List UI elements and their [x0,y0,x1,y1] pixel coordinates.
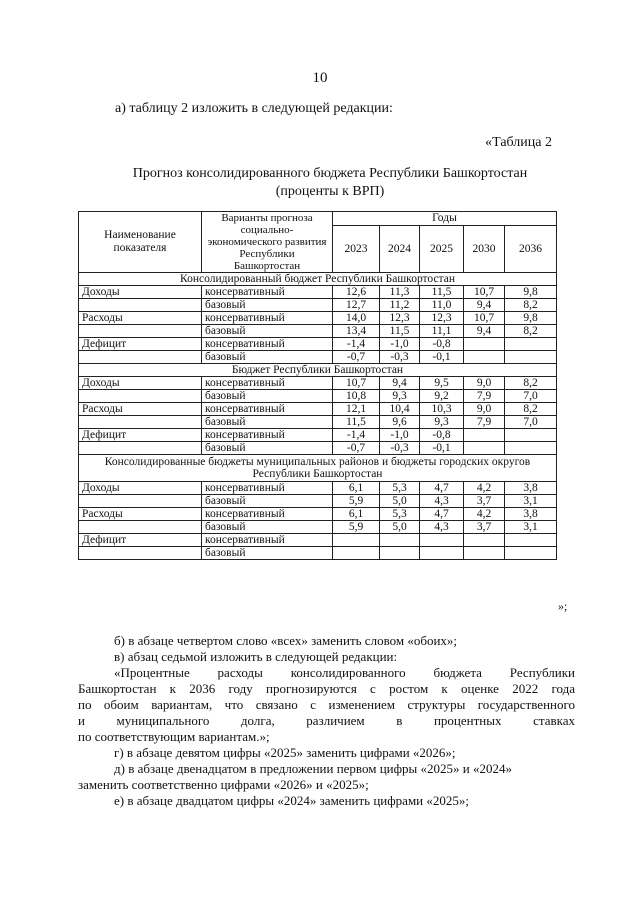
value-cell: 3,7 [464,521,505,534]
value-cell: 11,1 [420,325,464,338]
variant-name: базовый [202,416,333,429]
table-row [79,325,557,338]
value-cell: 7,0 [505,390,557,403]
variant-name: базовый [202,547,333,560]
table-row [79,547,557,560]
table-row [79,508,557,521]
indicator-name: Дефицит [79,534,202,547]
table-row [79,495,557,508]
table-row [79,416,557,429]
section-title: Консолидированные бюджеты муниципальных районов и бюджеты городских округов Республики Башкортостан [79,455,557,482]
value-cell: 13,4 [333,325,380,338]
variant-name: базовый [202,390,333,403]
value-cell: 7,9 [464,416,505,429]
table-title-line1: Прогноз консолидированного бюджета Республики Башкортостан [132,166,528,181]
value-cell [420,547,464,560]
value-cell [464,534,505,547]
value-cell: -0,3 [380,442,420,455]
value-cell: 10,4 [380,403,420,416]
intro-line: а) таблицу 2 изложить в следующей редакции: [115,101,393,116]
value-cell: 10,7 [333,377,380,390]
value-cell: 4,7 [420,508,464,521]
value-cell: 3,1 [505,495,557,508]
table-title [60,165,600,201]
value-cell: 8,2 [505,299,557,312]
variant-name: базовый [202,351,333,364]
value-cell: 12,7 [333,299,380,312]
table-row [79,312,557,325]
value-cell: 10,7 [464,312,505,325]
indicator-name: Расходы [79,403,202,416]
value-cell: -0,1 [420,351,464,364]
value-cell: 5,9 [333,495,380,508]
quote-line: и муниципального долга, различием в процентных ставках [78,713,575,728]
value-cell: 10,8 [333,390,380,403]
value-cell: 7,0 [505,416,557,429]
value-cell: 9,3 [380,390,420,403]
value-cell: 9,5 [420,377,464,390]
value-cell: 8,2 [505,377,557,390]
indicator-name: Расходы [79,312,202,325]
table-row [79,338,557,351]
table-row [79,390,557,403]
value-cell [505,351,557,364]
value-cell: 10,7 [464,286,505,299]
value-cell [464,547,505,560]
value-cell: 5,9 [333,521,380,534]
value-cell: 11,3 [380,286,420,299]
value-cell: 9,4 [464,299,505,312]
quote-line: «Процентные расходы консолидированного бюджета Республики [114,665,575,680]
value-cell: 12,1 [333,403,380,416]
value-cell: 3,1 [505,521,557,534]
year-header: 2036 [505,225,557,272]
variant-name: консервативный [202,482,333,495]
value-cell: 3,8 [505,508,557,521]
table-row [79,299,557,312]
value-cell [505,429,557,442]
value-cell: 5,3 [380,508,420,521]
value-cell: 9,4 [380,377,420,390]
value-cell: -0,1 [420,442,464,455]
value-cell: 6,1 [333,482,380,495]
paragraph-d-cont: заменить соответственно цифрами «2026» и «2025»; [78,777,369,792]
indicator-name [79,442,202,455]
indicator-name [79,495,202,508]
value-cell: 4,7 [420,482,464,495]
value-cell [505,442,557,455]
variant-name: базовый [202,495,333,508]
value-cell [380,534,420,547]
value-cell: 3,8 [505,482,557,495]
table-row [79,534,557,547]
quote-line: по соответствующим вариантам.»; [78,729,270,744]
year-header: 2025 [420,225,464,272]
value-cell: 11,5 [380,325,420,338]
section-title: Бюджет Республики Башкортостан [79,364,557,377]
value-cell: -1,4 [333,429,380,442]
quote-line: по обоим вариантам, что связано с изменением структуры государственного [78,697,575,712]
value-cell [505,534,557,547]
value-cell [464,429,505,442]
closing-mark: »; [558,599,568,613]
indicator-name: Доходы [79,286,202,299]
value-cell: 8,2 [505,325,557,338]
value-cell: 14,0 [333,312,380,325]
table-row [79,377,557,390]
indicator-name [79,547,202,560]
variant-name: консервативный [202,286,333,299]
value-cell: -1,0 [380,338,420,351]
value-cell [464,351,505,364]
value-cell: 9,0 [464,403,505,416]
variant-name: консервативный [202,338,333,351]
indicator-name [79,521,202,534]
table-row [79,351,557,364]
indicator-name [79,351,202,364]
indicator-name [79,325,202,338]
value-cell: -0,8 [420,429,464,442]
value-cell [464,442,505,455]
value-cell: 5,3 [380,482,420,495]
value-cell: -0,8 [420,338,464,351]
table-row [79,442,557,455]
value-cell: 5,0 [380,495,420,508]
value-cell: 11,0 [420,299,464,312]
paragraph-g: г) в абзаце девятом цифры «2025» заменить цифрами «2026»; [114,745,456,760]
indicator-name: Дефицит [79,338,202,351]
page-number: 10 [312,70,328,86]
value-cell [380,547,420,560]
variant-name: консервативный [202,312,333,325]
variant-name: консервативный [202,377,333,390]
variant-name: консервативный [202,403,333,416]
value-cell: 9,2 [420,390,464,403]
indicator-name [79,390,202,403]
value-cell: 9,8 [505,286,557,299]
indicator-name: Расходы [79,508,202,521]
paragraph-v: в) абзац седьмой изложить в следующей редакции: [114,649,398,664]
value-cell: 4,3 [420,495,464,508]
value-cell: 3,7 [464,495,505,508]
value-cell: 7,9 [464,390,505,403]
value-cell: 5,0 [380,521,420,534]
value-cell: 4,3 [420,521,464,534]
value-cell [333,534,380,547]
header-variants: Варианты прогноза социально-экономического развития Республики Башкортостан [202,212,333,273]
indicator-name: Доходы [79,482,202,495]
value-cell: -0,7 [333,442,380,455]
indicator-name [79,416,202,429]
value-cell [420,534,464,547]
variant-name: базовый [202,325,333,338]
value-cell: 11,5 [420,286,464,299]
value-cell: 9,4 [464,325,505,338]
table-row [79,521,557,534]
header-name: Наименование показателя [79,212,202,273]
variant-name: консервативный [202,429,333,442]
value-cell [464,338,505,351]
paragraph-b: б) в абзаце четвертом слово «всех» заменить словом «обоих»; [114,633,458,648]
table-row [79,286,557,299]
value-cell: 12,3 [420,312,464,325]
value-cell: 4,2 [464,482,505,495]
value-cell: -1,4 [333,338,380,351]
value-cell [505,338,557,351]
quote-line: Башкортостан к 2036 году прогнозируются с ростом к оценке 2022 года [78,681,575,696]
table-title-line2: (проценты к ВРП) [275,184,385,199]
value-cell: 12,6 [333,286,380,299]
variant-name: базовый [202,299,333,312]
indicator-name: Дефицит [79,429,202,442]
variant-name: базовый [202,521,333,534]
value-cell: -0,3 [380,351,420,364]
value-cell: 8,2 [505,403,557,416]
header-years: Годы [333,212,557,226]
value-cell: 9,8 [505,312,557,325]
table-row [79,429,557,442]
indicator-name [79,299,202,312]
variant-name: консервативный [202,508,333,521]
value-cell: 12,3 [380,312,420,325]
value-cell: 11,2 [380,299,420,312]
year-header: 2023 [333,225,380,272]
section-title: Консолидированный бюджет Республики Башкортостан [79,273,557,286]
table-row [79,403,557,416]
paragraph-d: д) в абзаце двенадцатом в предложении первом цифры «2025» и «2024» [114,761,512,776]
value-cell: 4,2 [464,508,505,521]
value-cell: -1,0 [380,429,420,442]
value-cell [505,547,557,560]
value-cell [333,547,380,560]
budget-table [78,211,557,560]
table-caption: «Таблица 2 [485,135,552,150]
value-cell: 6,1 [333,508,380,521]
paragraph-e: е) в абзаце двадцатом цифры «2024» заменить цифрами «2025»; [114,793,469,808]
value-cell: 11,5 [333,416,380,429]
year-header: 2030 [464,225,505,272]
table-row [79,482,557,495]
value-cell: -0,7 [333,351,380,364]
value-cell: 9,0 [464,377,505,390]
indicator-name: Доходы [79,377,202,390]
value-cell: 10,3 [420,403,464,416]
variant-name: консервативный [202,534,333,547]
year-header: 2024 [380,225,420,272]
value-cell: 9,3 [420,416,464,429]
variant-name: базовый [202,442,333,455]
value-cell: 9,6 [380,416,420,429]
